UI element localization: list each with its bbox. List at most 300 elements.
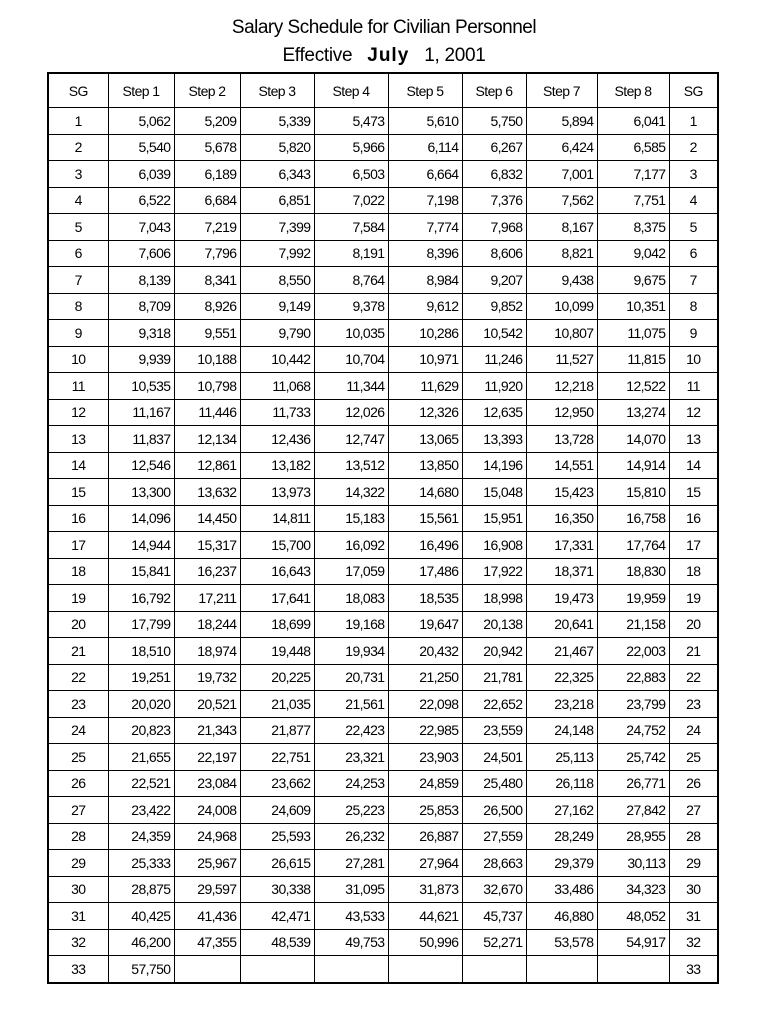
- salary-amount-cell: 5,610: [388, 108, 462, 135]
- salary-grade-cell: 29: [669, 850, 718, 877]
- salary-amount-cell: 20,521: [174, 691, 240, 718]
- salary-grade-cell: 5: [48, 214, 108, 241]
- salary-amount-cell: 10,807: [526, 320, 597, 347]
- salary-grade-cell: 9: [669, 320, 718, 347]
- salary-amount-cell: 19,251: [108, 664, 174, 691]
- salary-amount-cell: 23,422: [108, 797, 174, 824]
- salary-amount-cell: 13,850: [388, 452, 462, 479]
- salary-amount-cell: 10,351: [597, 293, 669, 320]
- salary-amount-cell: 21,250: [388, 664, 462, 691]
- table-row: [48, 797, 718, 824]
- salary-amount-cell: 26,232: [314, 823, 388, 850]
- salary-amount-cell: 19,959: [597, 585, 669, 612]
- table-row: [48, 850, 718, 877]
- table-row: [48, 161, 718, 188]
- salary-grade-cell: 3: [48, 161, 108, 188]
- salary-grade-cell: 14: [669, 452, 718, 479]
- salary-amount-cell: 13,632: [174, 479, 240, 506]
- salary-amount-cell: 9,675: [597, 267, 669, 294]
- salary-amount-cell: 29,379: [526, 850, 597, 877]
- salary-amount-cell: 7,751: [597, 187, 669, 214]
- table-row: [48, 876, 718, 903]
- table-row: [48, 823, 718, 850]
- salary-amount-cell: 47,355: [174, 929, 240, 956]
- salary-amount-cell: 42,471: [240, 903, 314, 930]
- salary-amount-cell: 7,992: [240, 240, 314, 267]
- salary-amount-cell: 25,480: [462, 770, 526, 797]
- table-row: [48, 399, 718, 426]
- salary-amount-cell: 5,339: [240, 108, 314, 135]
- salary-amount-cell: 16,643: [240, 558, 314, 585]
- table-row: [48, 638, 718, 665]
- salary-amount-cell: 26,771: [597, 770, 669, 797]
- salary-grade-cell: 32: [48, 929, 108, 956]
- salary-amount-cell: 9,551: [174, 320, 240, 347]
- salary-grade-cell: 13: [48, 426, 108, 453]
- table-body: [48, 108, 718, 983]
- salary-amount-cell: 16,792: [108, 585, 174, 612]
- table-row: [48, 240, 718, 267]
- salary-amount-cell: 11,075: [597, 320, 669, 347]
- salary-amount-cell: [314, 956, 388, 983]
- salary-amount-cell: 6,684: [174, 187, 240, 214]
- salary-amount-cell: 9,149: [240, 293, 314, 320]
- salary-amount-cell: 17,486: [388, 558, 462, 585]
- salary-amount-cell: 12,635: [462, 399, 526, 426]
- header-step-5: Step 5: [388, 73, 462, 108]
- salary-amount-cell: 22,883: [597, 664, 669, 691]
- salary-amount-cell: 10,099: [526, 293, 597, 320]
- salary-amount-cell: 26,118: [526, 770, 597, 797]
- salary-amount-cell: 11,837: [108, 426, 174, 453]
- salary-amount-cell: 15,810: [597, 479, 669, 506]
- table-row: [48, 373, 718, 400]
- salary-amount-cell: 12,436: [240, 426, 314, 453]
- salary-amount-cell: 13,512: [314, 452, 388, 479]
- salary-amount-cell: 9,042: [597, 240, 669, 267]
- table-row: [48, 267, 718, 294]
- salary-amount-cell: 6,832: [462, 161, 526, 188]
- salary-amount-cell: 12,026: [314, 399, 388, 426]
- salary-amount-cell: 5,062: [108, 108, 174, 135]
- salary-schedule-table: [47, 72, 719, 984]
- salary-amount-cell: 48,539: [240, 929, 314, 956]
- salary-grade-cell: 13: [669, 426, 718, 453]
- salary-amount-cell: 20,020: [108, 691, 174, 718]
- salary-amount-cell: 20,138: [462, 611, 526, 638]
- salary-amount-cell: 21,035: [240, 691, 314, 718]
- salary-amount-cell: 22,652: [462, 691, 526, 718]
- salary-amount-cell: 20,942: [462, 638, 526, 665]
- salary-amount-cell: 49,753: [314, 929, 388, 956]
- salary-grade-cell: 27: [669, 797, 718, 824]
- salary-grade-cell: 2: [669, 134, 718, 161]
- salary-grade-cell: 9: [48, 320, 108, 347]
- salary-grade-cell: 8: [669, 293, 718, 320]
- salary-amount-cell: 8,984: [388, 267, 462, 294]
- salary-grade-cell: 6: [48, 240, 108, 267]
- salary-amount-cell: 24,148: [526, 717, 597, 744]
- salary-amount-cell: 24,609: [240, 797, 314, 824]
- salary-amount-cell: 21,561: [314, 691, 388, 718]
- salary-amount-cell: 6,851: [240, 187, 314, 214]
- salary-amount-cell: 11,068: [240, 373, 314, 400]
- salary-amount-cell: 23,662: [240, 770, 314, 797]
- salary-amount-cell: 17,331: [526, 532, 597, 559]
- salary-amount-cell: 7,968: [462, 214, 526, 241]
- table-row: [48, 320, 718, 347]
- salary-amount-cell: 24,359: [108, 823, 174, 850]
- salary-grade-cell: 26: [669, 770, 718, 797]
- salary-amount-cell: 8,606: [462, 240, 526, 267]
- salary-amount-cell: 9,438: [526, 267, 597, 294]
- salary-grade-cell: 33: [48, 956, 108, 983]
- salary-amount-cell: 11,733: [240, 399, 314, 426]
- salary-grade-cell: 31: [669, 903, 718, 930]
- salary-amount-cell: 13,065: [388, 426, 462, 453]
- salary-grade-cell: 21: [669, 638, 718, 665]
- salary-amount-cell: 5,209: [174, 108, 240, 135]
- salary-amount-cell: 25,223: [314, 797, 388, 824]
- salary-amount-cell: 5,750: [462, 108, 526, 135]
- table-row: [48, 452, 718, 479]
- effective-month: July: [367, 45, 410, 66]
- header-sg-right: SG: [669, 73, 718, 108]
- salary-amount-cell: 14,322: [314, 479, 388, 506]
- salary-grade-cell: 29: [48, 850, 108, 877]
- salary-amount-cell: 6,267: [462, 134, 526, 161]
- salary-grade-cell: 2: [48, 134, 108, 161]
- salary-amount-cell: 22,098: [388, 691, 462, 718]
- table-row: [48, 479, 718, 506]
- salary-amount-cell: 7,001: [526, 161, 597, 188]
- salary-amount-cell: 15,841: [108, 558, 174, 585]
- salary-amount-cell: 12,134: [174, 426, 240, 453]
- salary-amount-cell: 16,237: [174, 558, 240, 585]
- salary-amount-cell: 31,873: [388, 876, 462, 903]
- salary-grade-cell: 1: [48, 108, 108, 135]
- table-row: [48, 903, 718, 930]
- salary-grade-cell: 16: [669, 505, 718, 532]
- salary-amount-cell: 22,003: [597, 638, 669, 665]
- page-title: Salary Schedule for Civilian Personnel: [231, 17, 537, 38]
- table-row: [48, 956, 718, 983]
- salary-amount-cell: 12,747: [314, 426, 388, 453]
- salary-amount-cell: 18,244: [174, 611, 240, 638]
- salary-amount-cell: 14,070: [597, 426, 669, 453]
- salary-amount-cell: 15,048: [462, 479, 526, 506]
- salary-amount-cell: 20,225: [240, 664, 314, 691]
- salary-amount-cell: 7,198: [388, 187, 462, 214]
- salary-amount-cell: 13,728: [526, 426, 597, 453]
- salary-amount-cell: 21,877: [240, 717, 314, 744]
- salary-amount-cell: 9,852: [462, 293, 526, 320]
- salary-amount-cell: 18,535: [388, 585, 462, 612]
- table-row: [48, 558, 718, 585]
- salary-amount-cell: 6,041: [597, 108, 669, 135]
- salary-amount-cell: 16,758: [597, 505, 669, 532]
- salary-amount-cell: 15,951: [462, 505, 526, 532]
- salary-amount-cell: 14,811: [240, 505, 314, 532]
- salary-amount-cell: 25,853: [388, 797, 462, 824]
- salary-grade-cell: 10: [48, 346, 108, 373]
- salary-amount-cell: 14,914: [597, 452, 669, 479]
- salary-amount-cell: 23,903: [388, 744, 462, 771]
- salary-amount-cell: 8,341: [174, 267, 240, 294]
- salary-amount-cell: 30,338: [240, 876, 314, 903]
- salary-amount-cell: 9,207: [462, 267, 526, 294]
- salary-amount-cell: 46,880: [526, 903, 597, 930]
- salary-grade-cell: 11: [48, 373, 108, 400]
- salary-amount-cell: 43,533: [314, 903, 388, 930]
- salary-amount-cell: 48,052: [597, 903, 669, 930]
- table-row: [48, 134, 718, 161]
- salary-amount-cell: 19,647: [388, 611, 462, 638]
- salary-amount-cell: 15,183: [314, 505, 388, 532]
- salary-amount-cell: 21,158: [597, 611, 669, 638]
- header-step-1: Step 1: [108, 73, 174, 108]
- salary-amount-cell: 7,399: [240, 214, 314, 241]
- salary-amount-cell: 25,742: [597, 744, 669, 771]
- salary-amount-cell: 14,944: [108, 532, 174, 559]
- salary-amount-cell: 10,798: [174, 373, 240, 400]
- salary-amount-cell: 10,286: [388, 320, 462, 347]
- salary-amount-cell: 22,197: [174, 744, 240, 771]
- table-row: [48, 929, 718, 956]
- salary-amount-cell: 15,423: [526, 479, 597, 506]
- salary-amount-cell: 50,996: [388, 929, 462, 956]
- salary-grade-cell: 15: [669, 479, 718, 506]
- salary-grade-cell: 25: [48, 744, 108, 771]
- salary-amount-cell: 24,859: [388, 770, 462, 797]
- salary-amount-cell: 8,709: [108, 293, 174, 320]
- salary-amount-cell: 12,326: [388, 399, 462, 426]
- salary-amount-cell: 11,246: [462, 346, 526, 373]
- salary-amount-cell: 6,114: [388, 134, 462, 161]
- header-step-4: Step 4: [314, 73, 388, 108]
- salary-amount-cell: 7,022: [314, 187, 388, 214]
- salary-amount-cell: 6,585: [597, 134, 669, 161]
- salary-amount-cell: 25,967: [174, 850, 240, 877]
- salary-amount-cell: 11,446: [174, 399, 240, 426]
- salary-grade-cell: 17: [669, 532, 718, 559]
- salary-amount-cell: 12,861: [174, 452, 240, 479]
- salary-amount-cell: 26,500: [462, 797, 526, 824]
- salary-amount-cell: 54,917: [597, 929, 669, 956]
- salary-amount-cell: 5,473: [314, 108, 388, 135]
- salary-amount-cell: 52,271: [462, 929, 526, 956]
- salary-amount-cell: 10,442: [240, 346, 314, 373]
- salary-amount-cell: 11,629: [388, 373, 462, 400]
- salary-grade-cell: 27: [48, 797, 108, 824]
- effective-date-line: [0, 44, 768, 68]
- salary-amount-cell: 13,182: [240, 452, 314, 479]
- salary-amount-cell: 27,964: [388, 850, 462, 877]
- salary-amount-cell: 9,318: [108, 320, 174, 347]
- salary-amount-cell: 33,486: [526, 876, 597, 903]
- table-row: [48, 293, 718, 320]
- header-step-7: Step 7: [526, 73, 597, 108]
- salary-grade-cell: 18: [48, 558, 108, 585]
- salary-amount-cell: 40,425: [108, 903, 174, 930]
- salary-amount-cell: 15,561: [388, 505, 462, 532]
- salary-grade-cell: 7: [48, 267, 108, 294]
- salary-amount-cell: 22,521: [108, 770, 174, 797]
- salary-amount-cell: 8,139: [108, 267, 174, 294]
- salary-amount-cell: 18,974: [174, 638, 240, 665]
- salary-amount-cell: 13,393: [462, 426, 526, 453]
- salary-amount-cell: 7,219: [174, 214, 240, 241]
- salary-amount-cell: 27,162: [526, 797, 597, 824]
- salary-amount-cell: 41,436: [174, 903, 240, 930]
- salary-grade-cell: 1: [669, 108, 718, 135]
- salary-amount-cell: 11,815: [597, 346, 669, 373]
- salary-amount-cell: 11,527: [526, 346, 597, 373]
- salary-amount-cell: [240, 956, 314, 983]
- salary-amount-cell: [597, 956, 669, 983]
- salary-amount-cell: 15,317: [174, 532, 240, 559]
- salary-amount-cell: 24,008: [174, 797, 240, 824]
- salary-amount-cell: 6,424: [526, 134, 597, 161]
- salary-amount-cell: 6,522: [108, 187, 174, 214]
- salary-amount-cell: 23,321: [314, 744, 388, 771]
- salary-grade-cell: 24: [669, 717, 718, 744]
- salary-amount-cell: 7,796: [174, 240, 240, 267]
- salary-amount-cell: 21,343: [174, 717, 240, 744]
- table-row: [48, 611, 718, 638]
- salary-amount-cell: 26,887: [388, 823, 462, 850]
- salary-grade-cell: 23: [48, 691, 108, 718]
- salary-amount-cell: 16,496: [388, 532, 462, 559]
- salary-amount-cell: 7,562: [526, 187, 597, 214]
- salary-amount-cell: 7,177: [597, 161, 669, 188]
- salary-amount-cell: 13,973: [240, 479, 314, 506]
- salary-amount-cell: 46,200: [108, 929, 174, 956]
- salary-amount-cell: 14,096: [108, 505, 174, 532]
- salary-amount-cell: 18,998: [462, 585, 526, 612]
- table-row: [48, 187, 718, 214]
- salary-amount-cell: 23,084: [174, 770, 240, 797]
- table-row: [48, 214, 718, 241]
- header-sg-left: SG: [48, 73, 108, 108]
- salary-amount-cell: 15,700: [240, 532, 314, 559]
- salary-grade-cell: 6: [669, 240, 718, 267]
- salary-grade-cell: 19: [669, 585, 718, 612]
- salary-amount-cell: 12,950: [526, 399, 597, 426]
- salary-grade-cell: 30: [48, 876, 108, 903]
- salary-grade-cell: 8: [48, 293, 108, 320]
- table-row: [48, 346, 718, 373]
- salary-amount-cell: 25,333: [108, 850, 174, 877]
- salary-amount-cell: 17,922: [462, 558, 526, 585]
- salary-amount-cell: 17,641: [240, 585, 314, 612]
- salary-amount-cell: 9,790: [240, 320, 314, 347]
- salary-grade-cell: 32: [669, 929, 718, 956]
- salary-amount-cell: 19,168: [314, 611, 388, 638]
- salary-amount-cell: 28,663: [462, 850, 526, 877]
- salary-amount-cell: 19,473: [526, 585, 597, 612]
- salary-amount-cell: 31,095: [314, 876, 388, 903]
- salary-grade-cell: 16: [48, 505, 108, 532]
- header-step-3: Step 3: [240, 73, 314, 108]
- salary-amount-cell: 24,752: [597, 717, 669, 744]
- salary-grade-cell: 18: [669, 558, 718, 585]
- salary-grade-cell: 19: [48, 585, 108, 612]
- salary-amount-cell: 25,113: [526, 744, 597, 771]
- salary-amount-cell: 12,522: [597, 373, 669, 400]
- salary-amount-cell: 21,655: [108, 744, 174, 771]
- salary-amount-cell: 6,664: [388, 161, 462, 188]
- salary-grade-cell: 21: [48, 638, 108, 665]
- salary-amount-cell: 5,966: [314, 134, 388, 161]
- salary-amount-cell: 23,799: [597, 691, 669, 718]
- salary-amount-cell: 7,606: [108, 240, 174, 267]
- salary-amount-cell: 27,842: [597, 797, 669, 824]
- salary-amount-cell: 12,218: [526, 373, 597, 400]
- salary-amount-cell: [526, 956, 597, 983]
- salary-amount-cell: 19,934: [314, 638, 388, 665]
- salary-amount-cell: 19,448: [240, 638, 314, 665]
- salary-amount-cell: 6,343: [240, 161, 314, 188]
- salary-amount-cell: 20,641: [526, 611, 597, 638]
- salary-amount-cell: 27,281: [314, 850, 388, 877]
- table-row: [48, 108, 718, 135]
- salary-amount-cell: 5,820: [240, 134, 314, 161]
- salary-amount-cell: 7,774: [388, 214, 462, 241]
- salary-amount-cell: 14,196: [462, 452, 526, 479]
- table-row: [48, 426, 718, 453]
- salary-amount-cell: 22,423: [314, 717, 388, 744]
- table-row: [48, 691, 718, 718]
- salary-amount-cell: 7,043: [108, 214, 174, 241]
- header-row: [48, 73, 718, 108]
- header-step-6: Step 6: [462, 73, 526, 108]
- salary-amount-cell: 10,188: [174, 346, 240, 373]
- salary-grade-cell: 28: [48, 823, 108, 850]
- salary-grade-cell: 20: [48, 611, 108, 638]
- salary-amount-cell: 28,875: [108, 876, 174, 903]
- salary-grade-cell: 23: [669, 691, 718, 718]
- salary-grade-cell: 7: [669, 267, 718, 294]
- salary-amount-cell: 19,732: [174, 664, 240, 691]
- salary-grade-cell: 15: [48, 479, 108, 506]
- salary-amount-cell: 22,985: [388, 717, 462, 744]
- salary-amount-cell: 6,189: [174, 161, 240, 188]
- salary-grade-cell: 22: [669, 664, 718, 691]
- salary-amount-cell: 11,167: [108, 399, 174, 426]
- salary-amount-cell: 21,781: [462, 664, 526, 691]
- header-step-8: Step 8: [597, 73, 669, 108]
- effective-date: 1, 2001: [424, 45, 486, 66]
- salary-grade-cell: 4: [669, 187, 718, 214]
- salary-amount-cell: 9,378: [314, 293, 388, 320]
- salary-amount-cell: 10,704: [314, 346, 388, 373]
- salary-grade-cell: 24: [48, 717, 108, 744]
- salary-amount-cell: [174, 956, 240, 983]
- salary-grade-cell: 30: [669, 876, 718, 903]
- salary-grade-cell: 20: [669, 611, 718, 638]
- salary-amount-cell: 8,191: [314, 240, 388, 267]
- salary-grade-cell: 26: [48, 770, 108, 797]
- salary-amount-cell: 16,908: [462, 532, 526, 559]
- table-row: [48, 664, 718, 691]
- salary-amount-cell: 7,584: [314, 214, 388, 241]
- salary-amount-cell: 10,542: [462, 320, 526, 347]
- salary-amount-cell: 5,894: [526, 108, 597, 135]
- salary-grade-cell: 31: [48, 903, 108, 930]
- salary-grade-cell: 28: [669, 823, 718, 850]
- salary-amount-cell: 7,376: [462, 187, 526, 214]
